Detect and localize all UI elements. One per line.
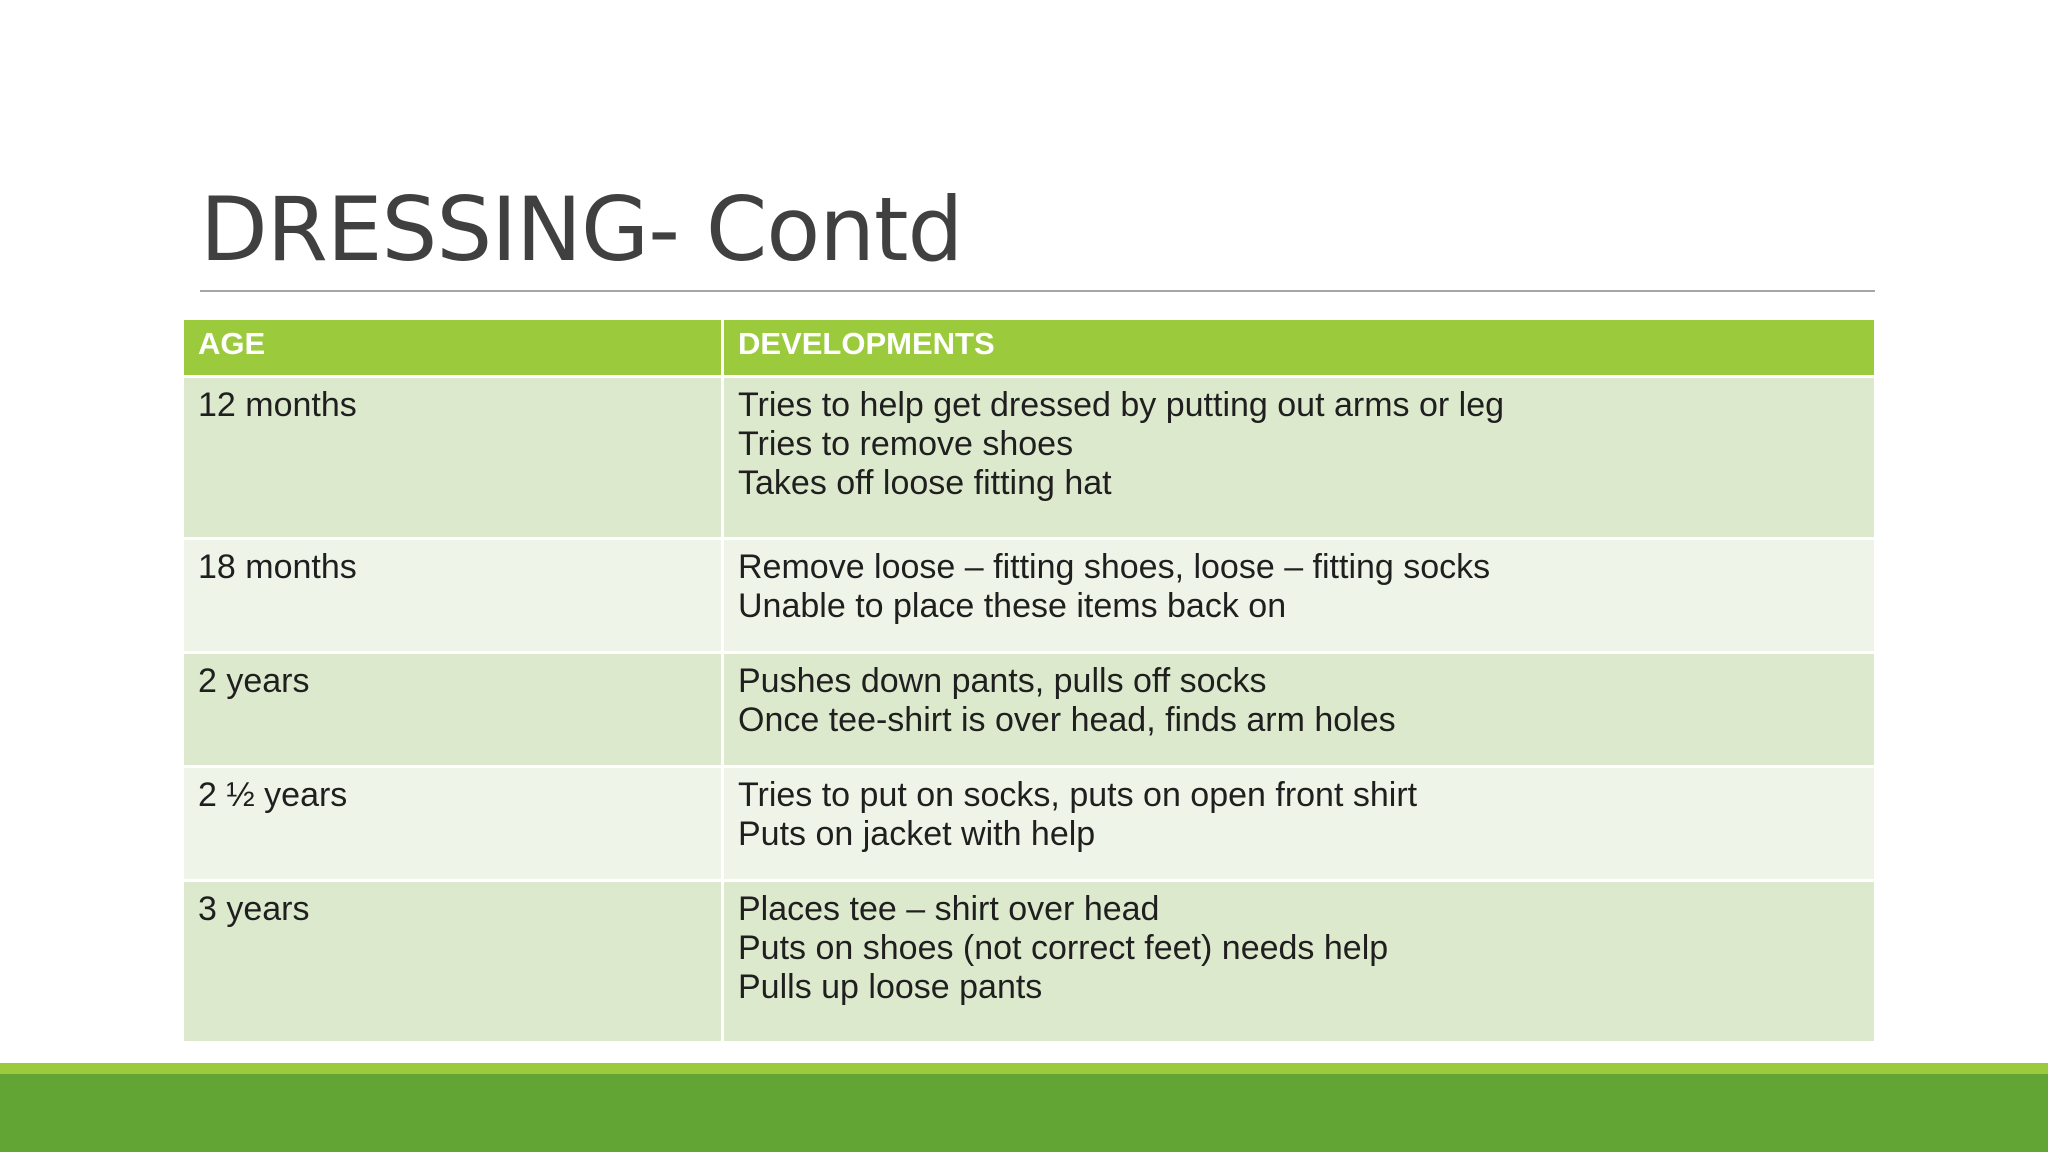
- footer-accent-band: [0, 1063, 2048, 1074]
- development-item: Puts on jacket with help: [738, 815, 1096, 853]
- header-developments: DEVELOPMENTS: [724, 320, 1874, 375]
- development-item: Tries to help get dressed by putting out arms or leg: [738, 386, 1505, 424]
- development-item: Once tee-shirt is over head, finds arm holes: [738, 701, 1396, 739]
- developments-cell: [724, 540, 1874, 651]
- developments-cell: [724, 882, 1874, 1041]
- development-item: Puts on shoes (not correct feet) needs help: [738, 929, 1389, 967]
- development-item: Unable to place these items back on: [738, 587, 1287, 625]
- table-row: [184, 882, 1874, 1041]
- development-item: Tries to remove shoes: [738, 425, 1074, 463]
- footer-band: [0, 1074, 2048, 1152]
- development-item: Tries to put on socks, puts on open front shirt: [738, 776, 1418, 814]
- age-cell: 18 months: [184, 540, 721, 651]
- table-row: [184, 540, 1874, 651]
- development-table: [181, 317, 1877, 1044]
- developments-cell: [724, 654, 1874, 765]
- table-header-row: [184, 320, 1874, 375]
- development-item: Pushes down pants, pulls off socks: [738, 662, 1267, 700]
- development-item: Takes off loose fitting hat: [738, 464, 1112, 502]
- age-cell: 2 ½ years: [184, 768, 721, 879]
- development-item: Pulls up loose pants: [738, 968, 1043, 1006]
- table-row: [184, 654, 1874, 765]
- age-cell: 3 years: [184, 882, 721, 1041]
- development-item: Places tee – shirt over head: [738, 890, 1160, 928]
- header-age: AGE: [184, 320, 721, 375]
- table-row: [184, 378, 1874, 537]
- title-underline: [200, 290, 1875, 292]
- age-cell: 12 months: [184, 378, 721, 537]
- development-item: Remove loose – fitting shoes, loose – fitting socks: [738, 548, 1491, 586]
- table-row: [184, 768, 1874, 879]
- developments-cell: [724, 378, 1874, 537]
- developments-cell: [724, 768, 1874, 879]
- slide-title: DRESSING- Contd: [200, 178, 963, 281]
- age-cell: 2 years: [184, 654, 721, 765]
